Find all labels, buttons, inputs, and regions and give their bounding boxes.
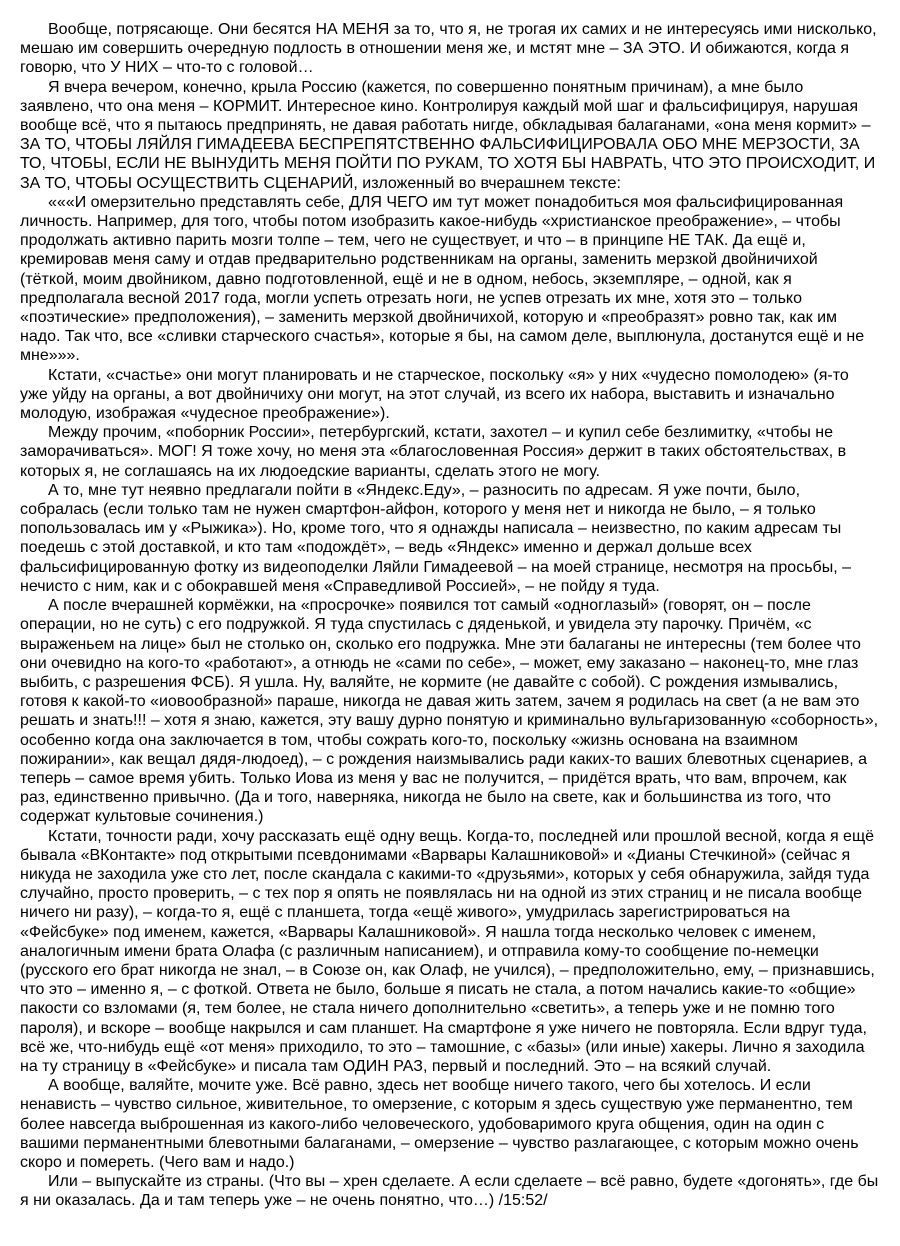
paragraph-8: Кстати, точности ради, хочу рассказать ещё одну вещь. Когда-то, последней или прошлой весной, когда я ещё бывала «ВКонтакте» под открытыми псевдонимами «Варвары Калашниковой» и «Дианы Стечкиной» (сейчас я никуда не заходила уже сто лет, после скандала с какими-то «друзьями», которых у себя обнаружила, зайдя туда случайно, просто проверить, – с тех пор я опять не появлялась ни на одной из этих страниц и не писала вообще ничего ни разу), – когда-то я, ещё с планшета, тогда «ещё живого», умудрилась зарегистрироваться на «Фейсбуке» под именем, кажется, «Варвары Калашниковой». Я нашла тогда несколько человек с именем, аналогичным имени брата Олафа (с различным написанием), и отправила кому-то сообщение по-немецки (русского его брат никогда не знал, – в Союзе он, как Олаф, не учился), – предположительно, ему, – признавшись, что это – именно я, – с фоткой. Ответа не было, больше я писать не стала, а потом начались какие-то «общие» пакости со взломами (я, тем более, не стала ничего дополнительно «светить», а теперь уже и не помню того пароля), и вскоре – вообще накрылся и сам планшет. На смартфоне я уже ничего не повторяла. Если вдруг туда, всё же, что-нибудь ещё «от меня» приходило, то это – тамошние, с «базы» (или иные) хакеры. Лично я заходила на ту страницу в «Фейсбуке» и писала там ОДИН РАЗ, первый и последний. Это – на всякий случай. bbox=[20, 827, 875, 1075]
paragraph-3-quote: «««И омерзительно представлять себе, ДЛЯ ЧЕГО им тут может понадобиться моя фальсифицированная личность. Например, для того, чтобы потом изобразить какое-нибудь «христианское преображение», – чтобы продолжать активно парить мозги толпе – тем, чего не существует, и что – в принципе НЕ ТАК. Да ещё и, кремировав меня саму и отдав предварительно родственникам на органы, заменить мерзкой двойничихой (тёткой, моим двойником, давно подготовленной, ещё и не в одном, небось, экземпляре, – одной, как я предполагала весной 2017 года, могли успеть отрезать ноги, не успев отрезать их мне, хотя это – только «поэтические» предположения), – заменить мерзкой двойничихой, которую и «преобразят» ровно так, как им надо. Так что, все «сливки старческого счастья», которые я бы, на самом деле, выплюнула, достанутся ещё и не мне»»». bbox=[20, 193, 865, 365]
paragraph-5: Между прочим, «поборник России», петербургский, кстати, захотел – и купил себе безлимитку, «чтобы не заморачиваться». МОГ! Я тоже хочу, но меня эта «благословенная Россия» держит в таких обстоятельствах, в которых я, не соглашаясь на их людоедские варианты, сделать этого не могу. bbox=[20, 424, 847, 480]
paragraph-2: Я вчера вечером, конечно, крыла Россию (кажется, по совершенно понятным причинам), а мне было заявлено, что она меня – КОРМИТ. Интересное кино. Контролируя каждый мой шаг и фальсифицируя, нарушая вообще всё, что я пытаюсь предпринять, не давая работать нигде, обкладывая балаганами, «она меня кормит» – ЗА ТО, ЧТОБЫ ЛЯЙЛЯ ГИМАДЕЕВА БЕСПРЕПЯТСТВЕННО ФАЛЬСИФИЦИРОВАЛА ОБО МНЕ МЕРЗОСТИ, ЗА ТО, ЧТОБЫ, ЕСЛИ НЕ ВЫНУДИТЬ МЕНЯ ПОЙТИ ПО РУКАМ, ТО ХОТЯ БЫ НАВРАТЬ, ЧТО ЭТО ПРОИСХОДИТ, И ЗА ТО, ЧТОБЫ ОСУЩЕСТВИТЬ СЦЕНАРИЙ, изложенный во вчерашнем тексте: bbox=[20, 78, 876, 192]
paragraph-10: Или – выпускайте из страны. (Что вы – хрен сделаете. А если сделаете – всё равно, будете «догонять», где бы я ни оказалась. Да и там теперь уже – не очень понятно, что…) /15:52/ bbox=[20, 1173, 879, 1210]
paragraph-9: А вообще, валяйте, мочите уже. Всё равно, здесь нет вообще ничего такого, чего бы хотелось. И если ненависть – чувство сильное, живительное, то омерзение, с которым я здесь существую уже перманентно, тем более навсегда выброшенная из какого-либо человеческого, удобоваримого круга общения, один на один с вашими перманентными блевотными балаганами, – омерзение – чувство разлагающее, с которым можно очень скоро и помереть. (Чего вам и надо.) bbox=[20, 1077, 859, 1171]
paragraph-1: Вообще, потрясающе. Они бесятся НА МЕНЯ за то, что я, не трогая их самих и не интересуясь ими нисколько, мешаю им совершить очередную подлость в отношении меня же, и мстят мне – ЗА ЭТО. И обижаются, когда я говорю, что У НИХ – что-то с головой… bbox=[20, 21, 877, 77]
paragraph-4: Кстати, «счастье» они могут планировать и не старческое, поскольку «я» у них «чудесно помолодею» (я-то уже уйду на органы, а вот двойничиху они могут, на этот случай, из всего их набора, выставить и изначально молодую, изображая «чудесное преображение»). bbox=[20, 366, 849, 423]
paragraph-6: А то, мне тут неявно предлагали пойти в «Яндекс.Еду», – разносить по адресам. Я уже почти, было, собралась (если только там не нужен смартфон-айфон, которого у меня нет и никогда не было, – я только попользовалась им у «Рыжика»). Но, кроме того, что я однажды написала – неизвестно, по каким адресам ты поедешь с этой доставкой, и кто там «подождёт», – ведь «Яндекс» именно и держал дольше всех фальсифицированную фотку из видеоподелки Ляйли Гимадеевой – на моей странице, несмотря на просьбы, – нечисто с ним, как и с обокравшей меня «Справедливой Россией», – не пойду я туда. bbox=[20, 481, 851, 595]
paragraph-7: А после вчерашней кормёжки, на «просрочке» появился тот самый «одноглазый» (говорят, он – после операции, но не суть) с его подружкой. Я туда спустилась с дяденькой, и увидела эту парочку. Причём, «с выраженьем на лице» был не столько он, сколько его подружка. Мне эти балаганы не интересны (тем более что они очевидно на кого-то «работают», а отнюдь не «сами по себе», – может, ему заказано – наконец-то, мне глаз выбить, с разрешения ФСБ). Я ушла. Ну, валяйте, не кормите (не давайте с собой). С рождения измывались, готовя к какой-то «иовообразной» параше, никогда не давая жить затем, зачем я родилась на свет (а не вам это решать и знать!!! – хотя я знаю, кажется, эту вашу дурно понятую и криминально вульгаризованную «соборность», особенно когда она заключается в том, чтобы сожрать кого-то, поскольку «жизнь основана на взаимном пожирании», как вещал дядя-людоед), – с рождения наизмывались ради каких-то ваших блевотных сценариев, а теперь – самое время убить. Только Иова из меня у вас не получится, – придётся врать, что вам, впрочем, как раз, единственно привычно. (Да и того, наверняка, никогда не было на свете, как и большинства из того, что содержат культовые сочинения.) bbox=[20, 597, 879, 826]
